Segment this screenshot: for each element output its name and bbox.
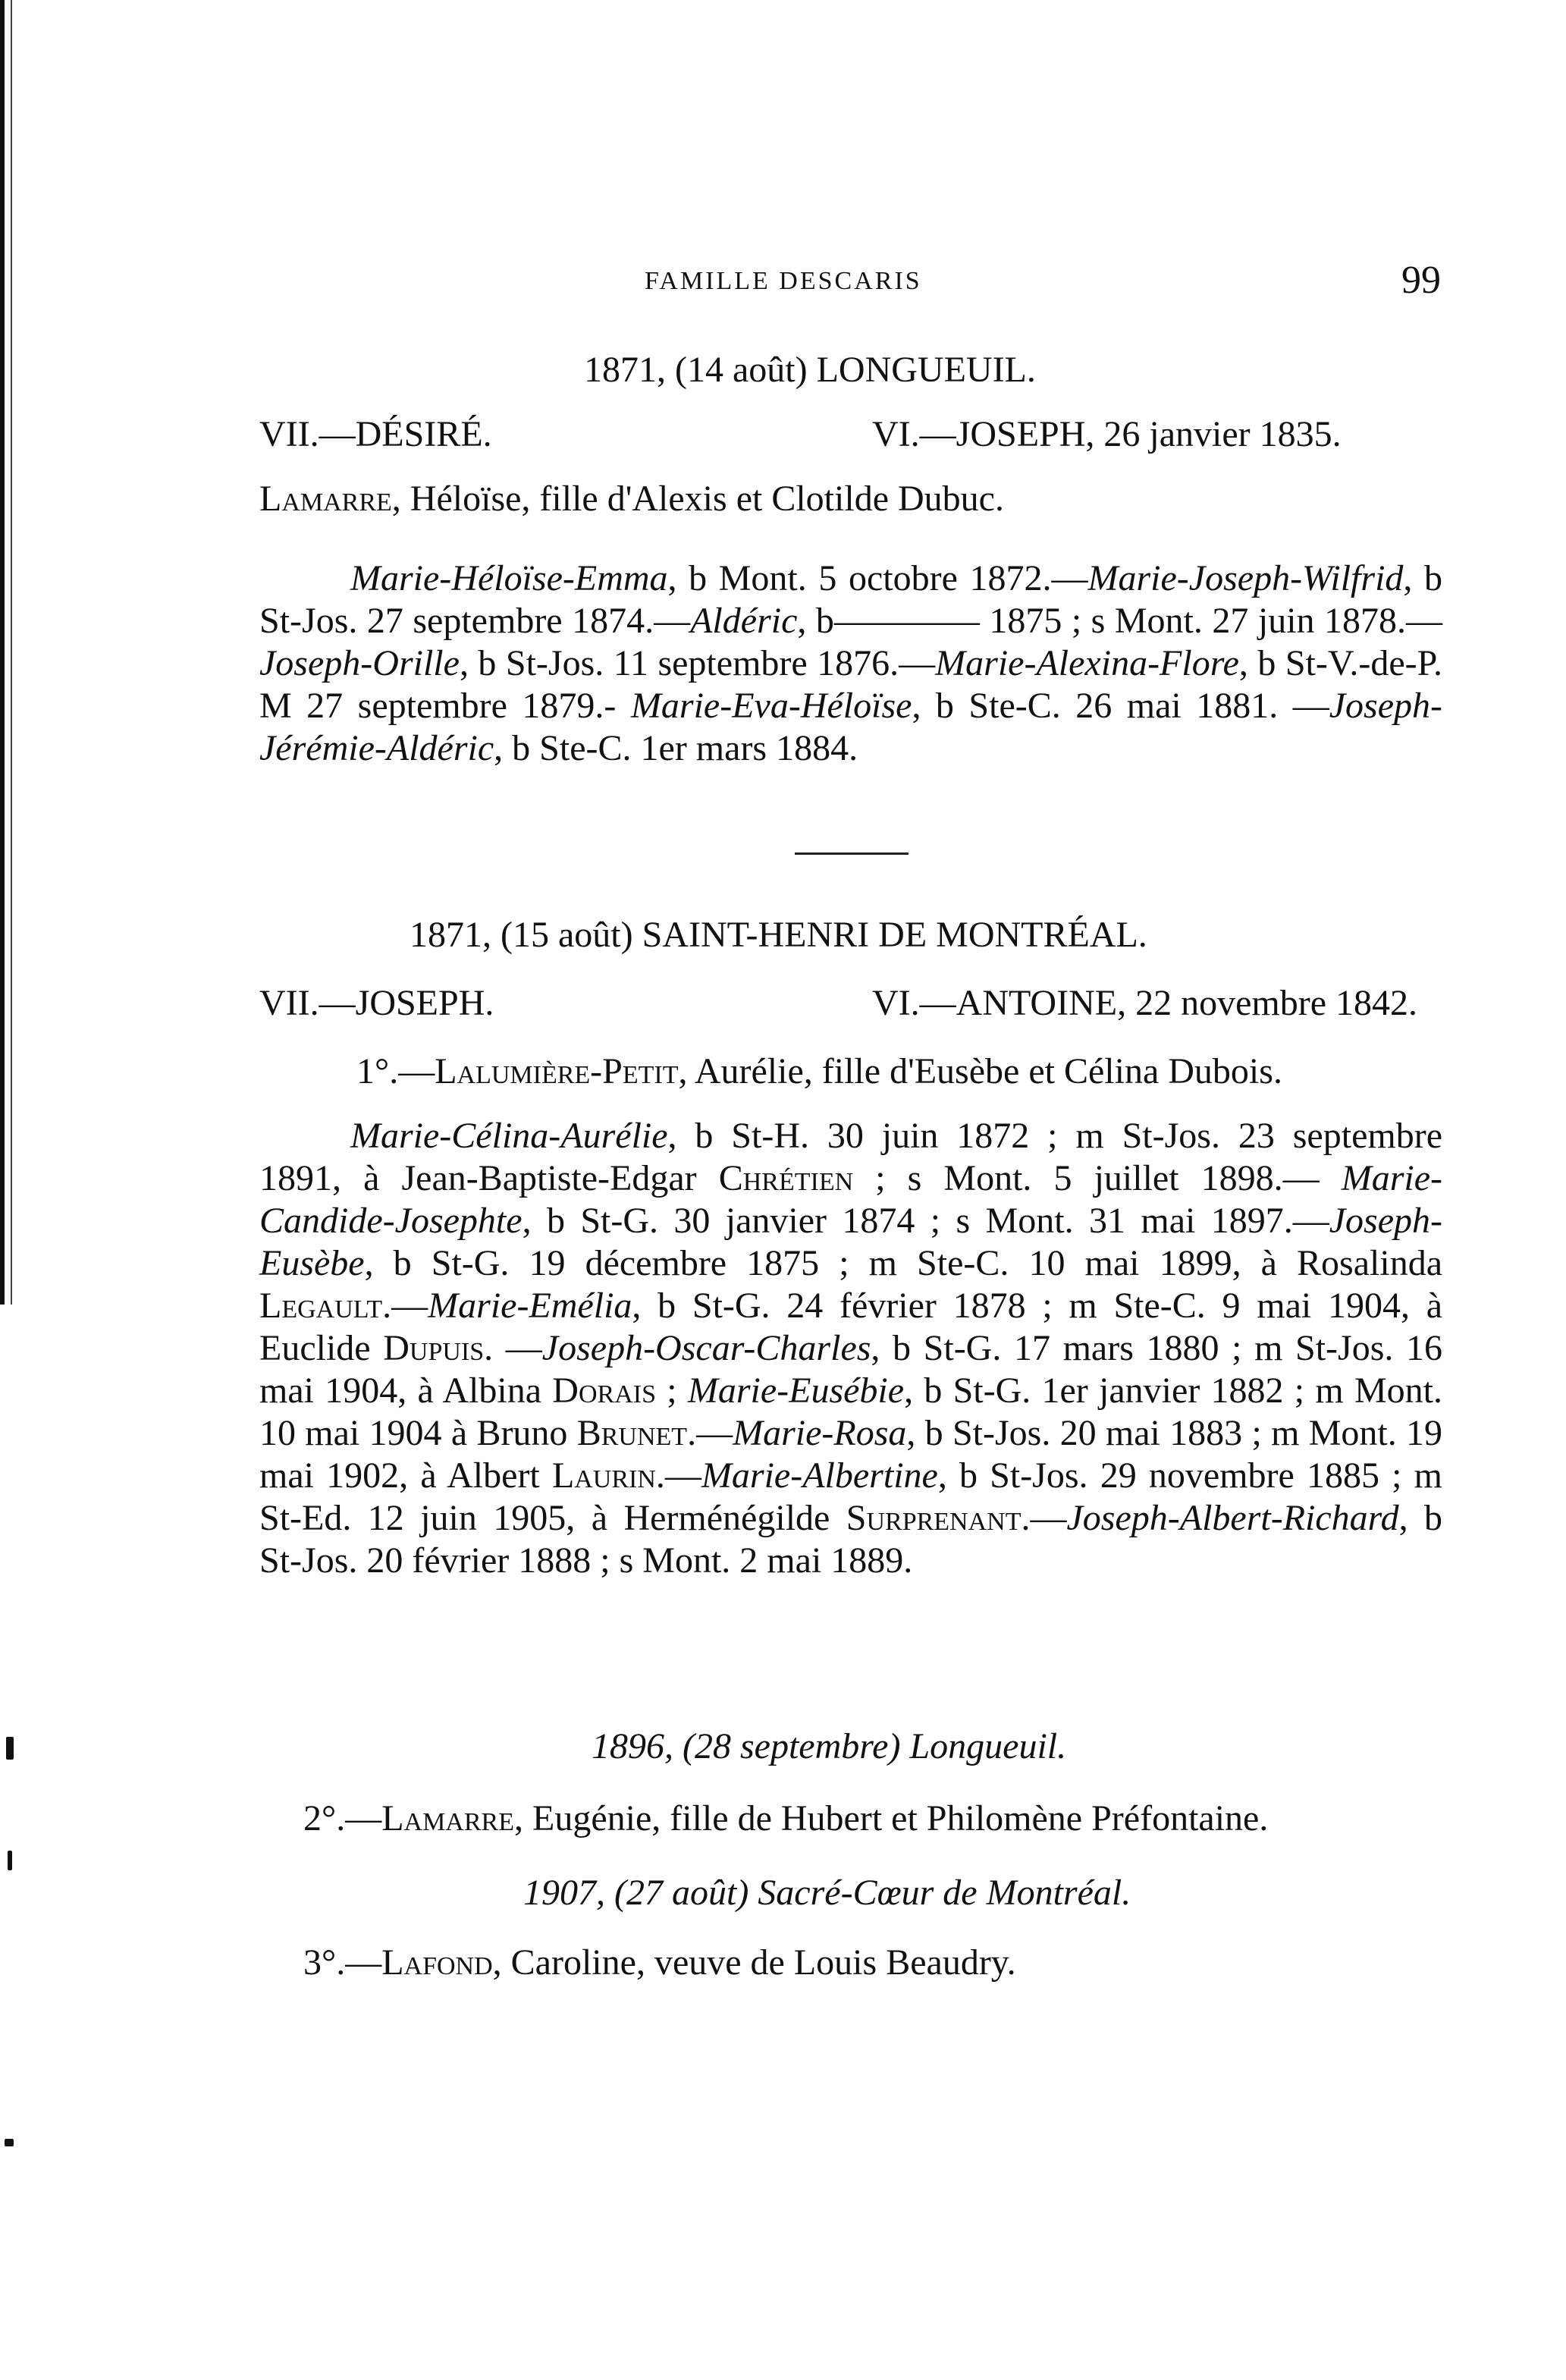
child-details: .— [382, 1286, 428, 1326]
child-details: , b St-H. 30 juin 1872 ; m St-Jos. 23 septembre 1891, à Jean-Baptiste-Edgar [259, 1116, 1442, 1198]
spouse-surname: Lalumière-Petit [435, 1051, 679, 1091]
spouse-surname: Dupuis [383, 1328, 485, 1368]
child-details: , b St-Jos. 11 septembre 1876.— [459, 643, 936, 683]
event-line-2: 1871, (15 août) SAINT-HENRI DE MONTRÉAL. [410, 915, 1147, 955]
scan-mark [8, 1851, 12, 1870]
generation-right-2: VI.—ANTOINE, 22 novembre 1842. [872, 983, 1417, 1023]
spouse-surname: Surprenant [846, 1498, 1022, 1538]
event-line-1: 1871, (14 août) LONGUEUIL. [584, 350, 1036, 390]
generation-left-1: VII.—DÉSIRÉ. [259, 414, 492, 454]
spouse-surname: Laurin [551, 1455, 656, 1496]
child-details: , b St-V.-de-P. M 27 septembre 1879.- [259, 643, 1443, 726]
spouse-surname: Lamarre [259, 479, 392, 519]
child-name: Marie-Candide-Josephte [259, 1158, 1443, 1241]
child-name: Marie-Rosa [733, 1413, 907, 1453]
marriage-line-1 [356, 1050, 1282, 1092]
marriage-number: 2°.— [303, 1798, 382, 1838]
marriage-line-3 [303, 1942, 1016, 1983]
scan-mark [6, 1737, 14, 1760]
child-name: Marie-Albertine [701, 1455, 938, 1496]
marriage-date-2: 1896, (28 septembre) Longueuil. [592, 1726, 1067, 1766]
child-details: , b St-Jos. 29 novembre 1885 ; m St-Ed. 12 juin 1905, à Herménégilde [259, 1455, 1442, 1538]
marriage-number: 3°.— [303, 1942, 382, 1983]
spouse-surname: Brunet [576, 1413, 688, 1453]
child-details: . — [484, 1328, 542, 1368]
child-details: , b St-G. 1er janvier 1882 ; m Mont. 10 mai 1904 à Bruno [259, 1371, 1443, 1453]
child-details: , b———— 1875 ; s Mont. 27 juin 1878.— [797, 601, 1443, 641]
child-details: .— [687, 1413, 733, 1453]
child-name: Marie-Emélia [428, 1286, 632, 1326]
children-paragraph-1 [259, 557, 1442, 770]
spouse-surname: Legault [259, 1286, 383, 1326]
running-head: FAMILLE DESCARIS [645, 267, 922, 295]
section-divider [795, 852, 909, 855]
spouse-details: , Héloïse, fille d'Alexis et Clotilde Dubuc. [391, 479, 1004, 519]
spouse-details: , Aurélie, fille d'Eusèbe et Célina Dubois. [678, 1051, 1282, 1091]
spouse-line-1 [259, 478, 1004, 520]
spouse-surname: Lafond [381, 1942, 493, 1983]
child-details: , b St-G. 24 février 1878 ; m Ste-C. 9 mai 1904, à Euclide [259, 1286, 1442, 1368]
children-paragraph-2 [259, 1115, 1442, 1582]
marriage-number: 1°.— [356, 1051, 435, 1091]
child-name: Aldéric [690, 601, 798, 641]
child-details: .— [655, 1455, 701, 1496]
child-details: , b St-Jos. 20 mai 1883 ; m Mont. 19 mai 1902, à Albert [259, 1413, 1443, 1496]
child-name: Marie-Héloïse-Emma [350, 558, 668, 598]
child-name: Marie-Eusébie [687, 1371, 905, 1411]
spouse-details: , Caroline, veuve de Louis Beaudry. [492, 1942, 1016, 1983]
child-details: ; s Mont. 5 juillet 1898.— [853, 1158, 1342, 1198]
marriage-date-3: 1907, (27 août) Sacré-Cœur de Montréal. [523, 1873, 1131, 1913]
child-details: , b St-G. 19 décembre 1875 ; m Ste-C. 10 mai 1899, à Rosalinda [364, 1243, 1442, 1283]
child-details: , b St-G. 17 mars 1880 ; m St-Jos. 16 mai 1904, à Albina [259, 1328, 1443, 1411]
child-details: , b St-Jos. 27 septembre 1874.— [259, 558, 1443, 641]
spouse-surname: Chrétien [718, 1158, 854, 1198]
child-details: ; [655, 1371, 688, 1411]
child-name: Marie-Célina-Aurélie [350, 1116, 668, 1156]
child-details: .— [1021, 1498, 1067, 1538]
scan-edge [0, 0, 26, 1305]
child-name: Joseph-Albert-Richard [1066, 1498, 1399, 1538]
child-details: , b St-Jos. 20 février 1888 ; s Mont. 2 mai 1889. [259, 1498, 1443, 1581]
generation-right-1: VI.—JOSEPH, 26 janvier 1835. [872, 414, 1342, 454]
child-details: , b Mont. 5 octobre 1872.— [667, 558, 1088, 598]
marriage-line-2 [303, 1798, 1268, 1839]
child-name: Joseph-Eusèbe [259, 1201, 1442, 1283]
spouse-surname: Dorais [552, 1371, 656, 1411]
child-details: , b St-G. 30 janvier 1874 ; s Mont. 31 mai 1897.— [522, 1201, 1329, 1241]
child-name: Joseph-Oscar-Charles [541, 1328, 871, 1368]
child-name: Joseph-Orille [259, 643, 460, 683]
child-name: Marie-Eva-Héloïse [630, 686, 912, 726]
page-number: 99 [1401, 259, 1441, 302]
child-details: , b Ste-C. 1er mars 1884. [494, 728, 858, 768]
scan-mark [5, 2139, 14, 2146]
child-name: Marie-Joseph-Wilfrid [1087, 558, 1404, 598]
spouse-details: , Eugénie, fille de Hubert et Philomène Préfontaine. [514, 1798, 1269, 1838]
child-details: , b Ste-C. 26 mai 1881. — [912, 686, 1329, 726]
generation-left-2: VII.—JOSEPH. [259, 983, 494, 1023]
spouse-surname: Lamarre [381, 1798, 514, 1838]
child-name: Marie-Alexina-Flore [935, 643, 1239, 683]
child-name: Joseph-Jérémie-Aldéric [259, 686, 1443, 768]
